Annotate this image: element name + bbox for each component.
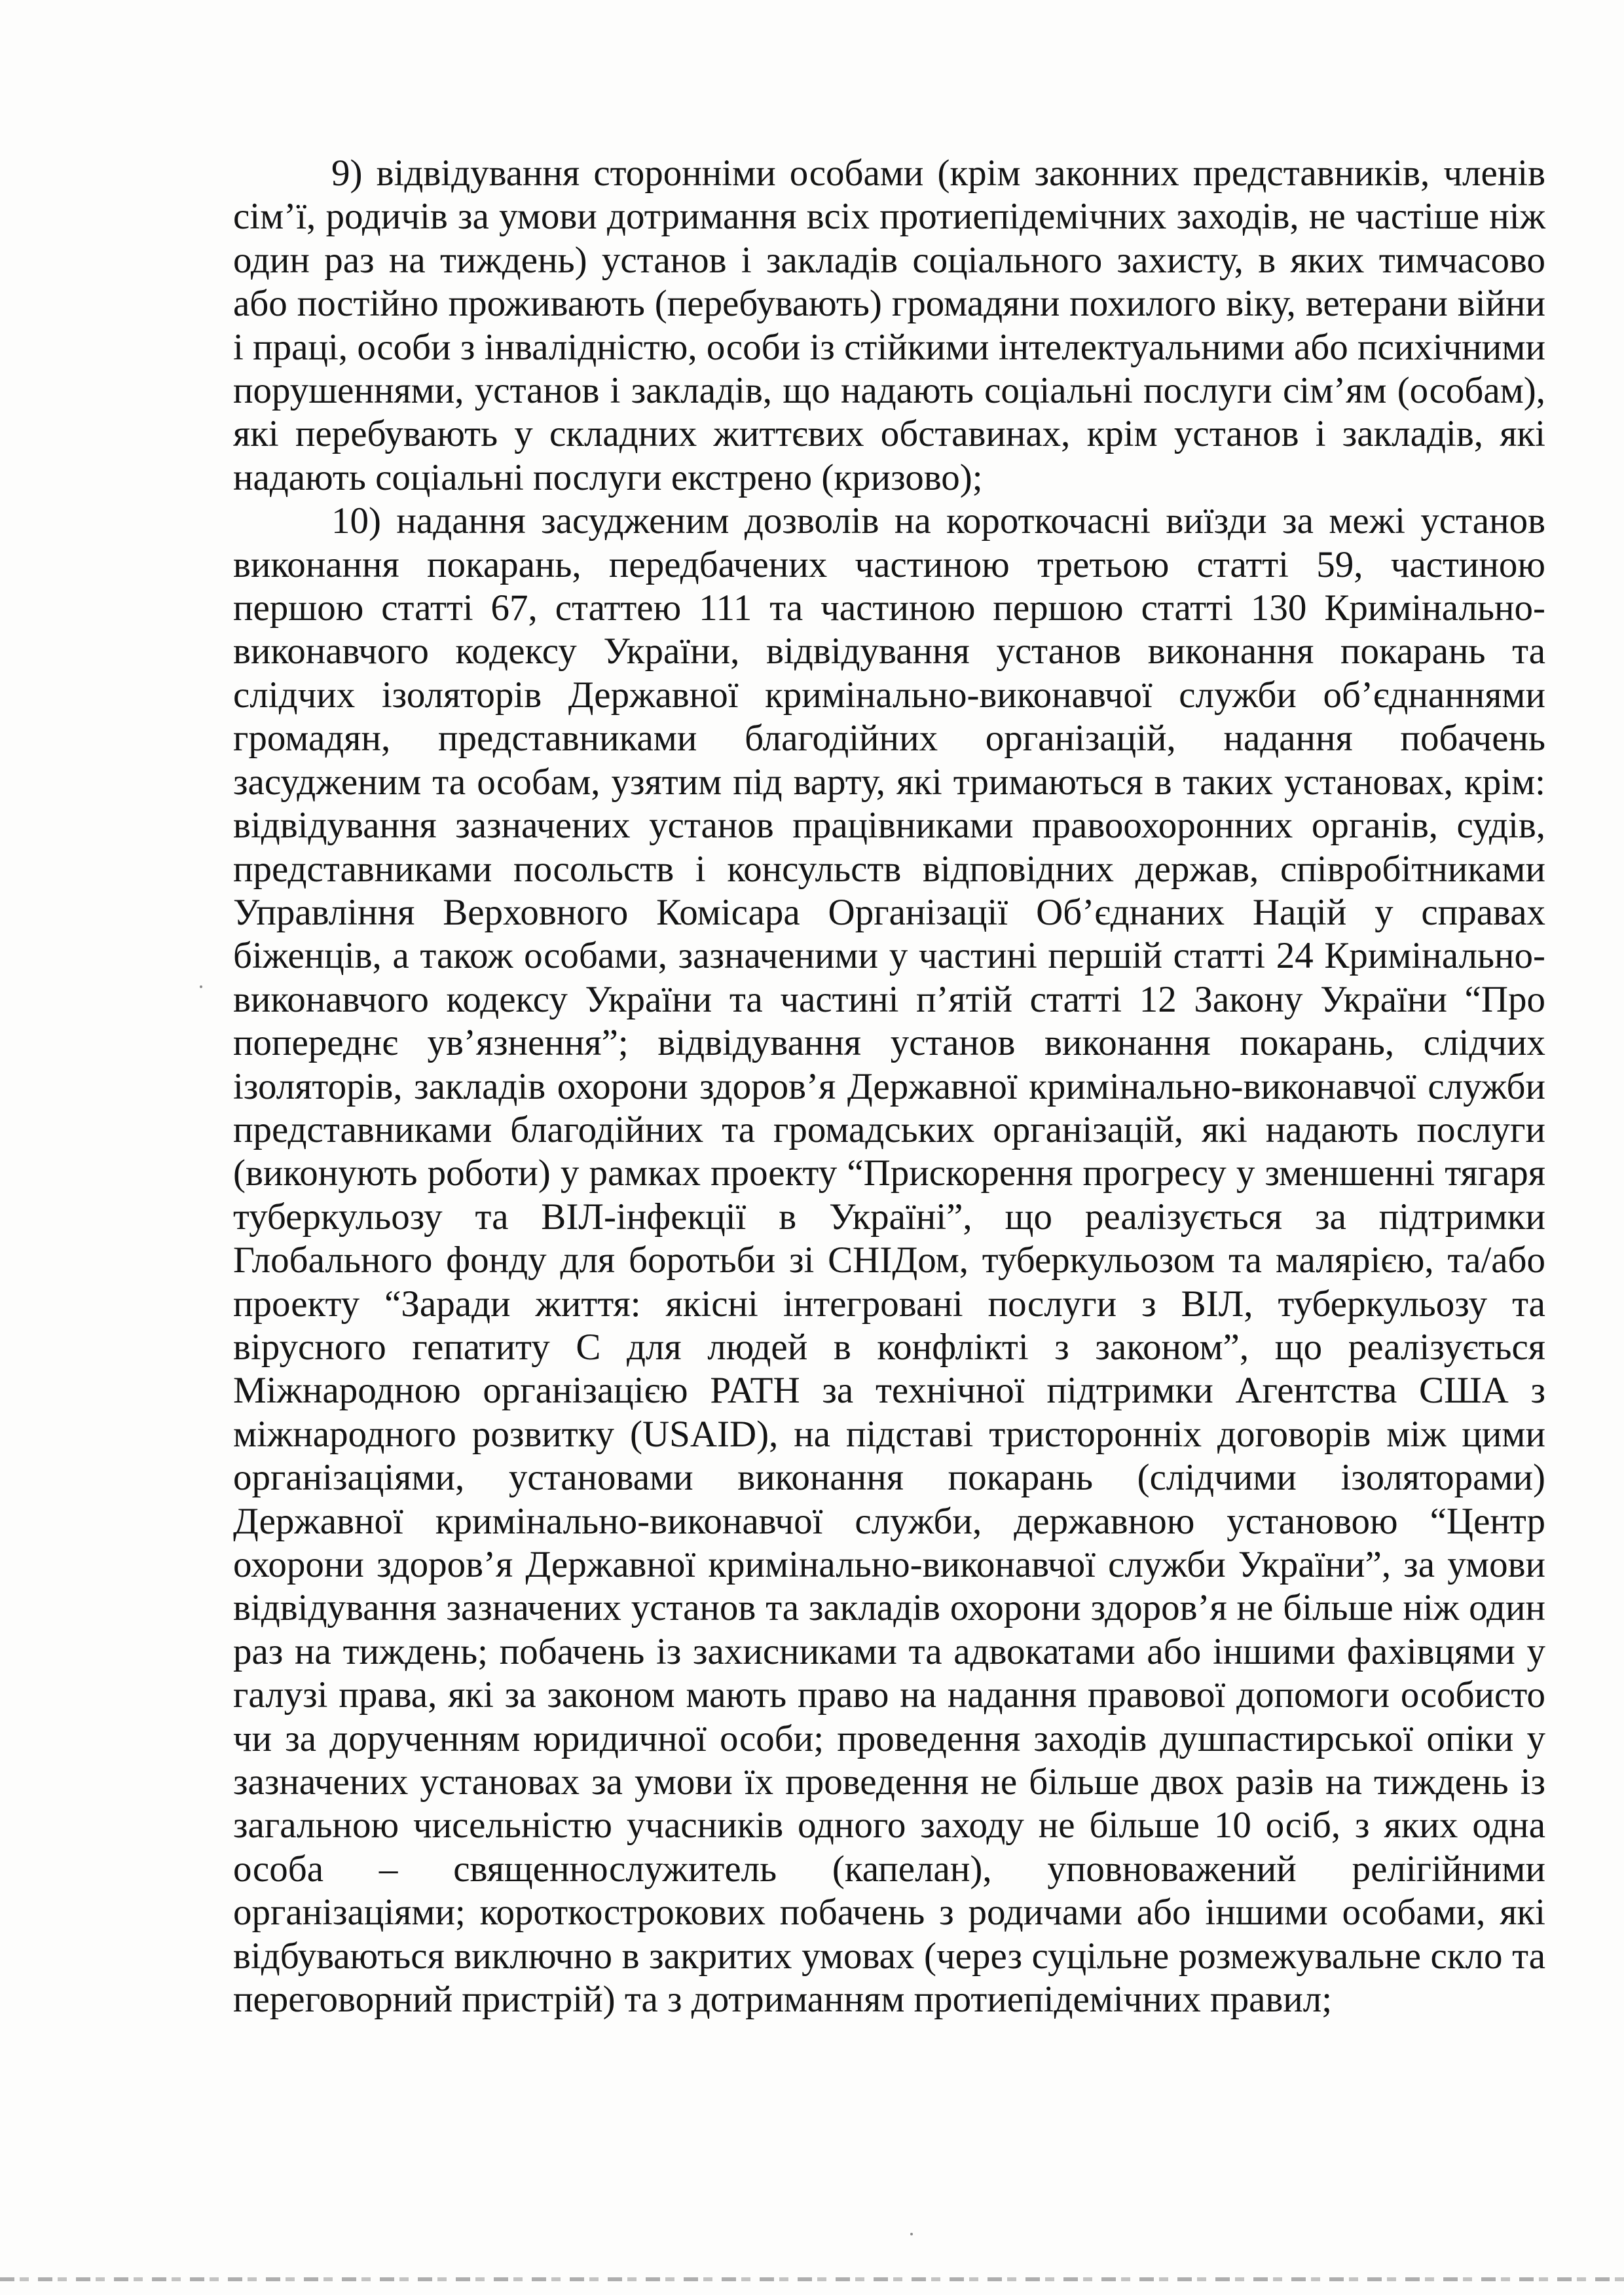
- scan-edge-artifact: [0, 2277, 1624, 2281]
- paragraph-item-9: 9) відвідування сторонніми особами (крім законних представників, членів сім’ї, родичів за умови дотримання всіх протиепідемічних заходів, не частіше ніж один раз на тиждень) установ і закладів соціального захисту, в яких тимчасово або постійно проживають (перебувають) громадяни похилого віку, ветерани війни і праці, особи з інвалідністю, особи із стійкими інтелектуальними або психічними порушеннями, установ і закладів, що надають соціальні послуги сім’ям (особам), які перебувають у складних життєвих обставинах, крім установ і закладів, які надають соціальні послуги екстрено (кризово);: [233, 153, 1545, 498]
- paragraph-item-10: 10) надання засудженим дозволів на короткочасні виїзди за межі установ виконання покарань, передбачених частиною третьою статті 59, частиною першою статті 67, статтею 111 та частиною першою статті 130 Кримінально-виконавчого кодексу України, відвідування установ виконання покарань та слідчих ізоляторів Державної кримінально-виконавчої служби об’єднаннями громадян, представниками благодійних організацій, надання побачень засудженим та особам, узятим під варту, які тримаються в таких установах, крім: відвідування зазначених установ працівниками правоохоронних органів, судів, представниками посольств і консульств відповідних держав, співробітниками Управління Верховного Комісара Організації Об’єднаних Націй у справах біженців, а також особами, зазначеними у частині першій статті 24 Кримінально-виконавчого кодексу України та частині п’ятій статті 12 Закону України “Про попереднє ув’язнення”; відвідування установ виконання покарань, слідчих ізоляторів, закладів охорони здоров’я Державної кримінально-виконавчої служби представниками благодійних та громадських організацій, які надають послуги (виконують роботи) у рамках проекту “Прискорення прогресу у зменшенні тягаря туберкульозу та ВІЛ-інфекції в Україні”, що реалізується за підтримки Глобального фонду для боротьби зі СНІДом, туберкульозом та малярією, та/або проекту “Заради життя: якісні інтегровані послуги з ВІЛ, туберкульозу та вірусного гепатиту C для людей в конфлікті з законом”, що реалізується Міжнародною організацією PATH за технічної підтримки Агентства США з міжнародного розвитку (USAID), на підставі тристоронніх договорів між цими організаціями, установами виконання покарань (слідчими ізоляторами) Державної кримінально-виконавчої служби, державною установою “Центр охорони здоров’я Державної кримінально-виконавчої служби України”, за умови відвідування зазначених установ та закладів охорони здоров’я не більше ніж один раз на тиждень; побачень із захисниками та адвокатами або іншими фахівцями у галузі права, які за законом мають право на надання правової допомоги особисто чи за дорученням юридичної особи; проведення заходів душпастирської опіки у зазначених установах за умови їх проведення не більше двох разів на тиждень із загальною чисельністю учасників одного заходу не більше 10 осіб, з яких одна особа – священнослужитель (капелан), уповноважений релігійними організаціями; короткострокових побачень з родичами або іншими особами, які відбуваються виключно в закритих умовах (через суцільне розмежувальне скло та переговорний пристрій) та з дотриманням протиепідемічних правил;: [233, 500, 1545, 2021]
- scan-speck: [200, 985, 202, 988]
- document-body: [233, 152, 1545, 2021]
- scan-speck: [910, 2233, 913, 2235]
